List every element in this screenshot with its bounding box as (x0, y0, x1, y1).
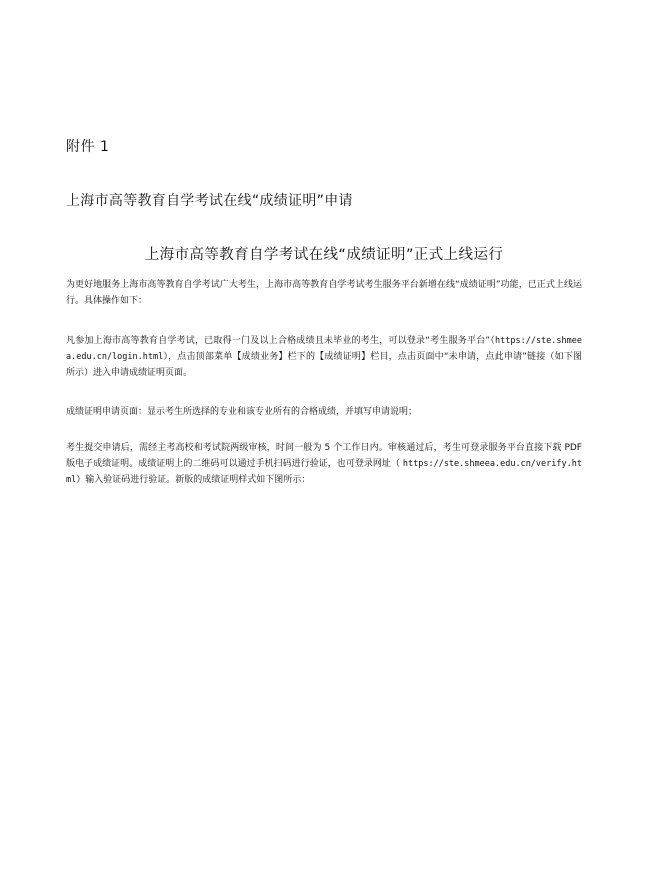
login-instructions-paragraph (66, 333, 582, 381)
review-text-before-url: 考生提交申请后，需经主考高校和考试院两级审核，时间一般为 5 个工作日内。审核通过后，考生可登录服务平台直接下载 PDF 版电子成绩证明。成绩证明上的二维码可以通过手机扫码进行验证，也可登录网址（ (66, 443, 582, 469)
intro-text: 为更好地服务上海市高等教育自学考试广大考生，上海市高等教育自学考试考生服务平台新增在线“成绩证明”功能，已正式上线运行。具体操作如下： (66, 280, 582, 306)
application-page-paragraph (66, 404, 582, 420)
review-verification-paragraph (66, 440, 582, 488)
document-heading: 上海市高等教育自学考试在线“成绩证明”申请 (66, 193, 353, 209)
login-text-before-url: 凡参加上海市高等教育自学考试，已取得一门及以上合格成绩且未毕业的考生，可以登录“考生服务平台”（ (66, 336, 495, 346)
review-text-after-url: ）输入验证码进行验证。新版的成绩证明样式如下图所示： (76, 475, 311, 485)
intro-paragraph (66, 277, 582, 309)
application-page-text: 成绩证明申请页面：显示考生所选择的专业和该专业所有的合格成绩，并填写申请说明； (66, 407, 418, 417)
login-url: https://ste.shmeea.edu.cn/login.html (66, 336, 582, 362)
attachment-label: 附件 1 (66, 139, 110, 155)
notice-title: 上海市高等教育自学考试在线“成绩证明”正式上线运行 (144, 247, 504, 263)
login-text-after-url: ），点击顶部菜单【成绩业务】栏下的【成绩证明】栏目，点击页面中“未申请，点此申请”链接（如下图所示）进入申请成绩证明页面。 (66, 352, 582, 378)
verify-url: https://ste.shmeea.edu.cn/verify.html (66, 459, 582, 485)
